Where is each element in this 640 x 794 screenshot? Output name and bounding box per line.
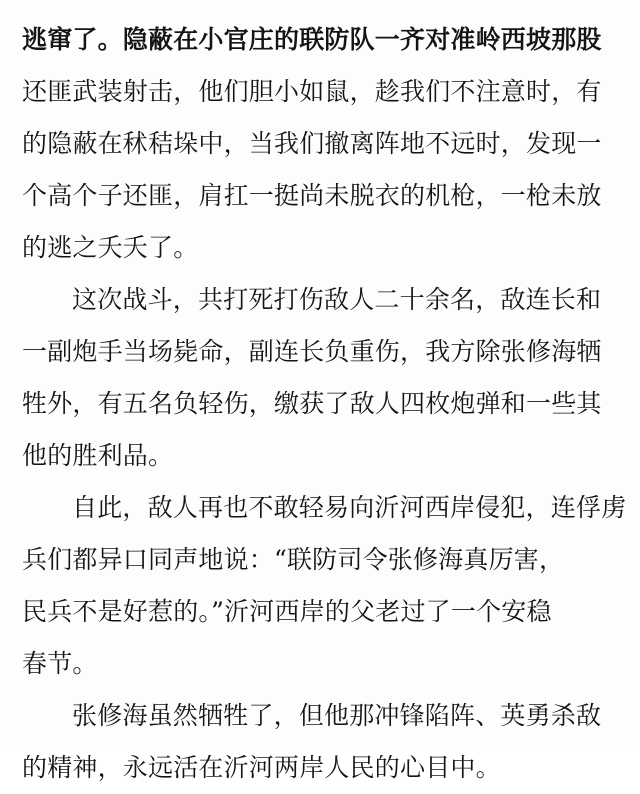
paragraph-line: 一副炮手当场毙命，副连长负重伤，我方除张修海牺: [22, 337, 602, 366]
paragraph-line: 民兵不是好惹的。”沂河西岸的父老过了一个安稳: [22, 597, 552, 626]
paragraph-line: 个高个子还匪，肩扛一挺尚未脱衣的机枪，一枪未放: [22, 181, 602, 210]
paragraph-line: 的逃之夭夭了。: [22, 233, 199, 262]
paragraph-line: 自此，敌人再也不敢轻易向沂河西岸侵犯，连俘虏: [72, 493, 627, 522]
document-body: [22, 14, 627, 794]
paragraph-line: 的隐蔽在秫秸垛中，当我们撤离阵地不远时，发现一: [22, 129, 602, 158]
paragraph-3: [22, 482, 627, 690]
paragraph-4: [22, 690, 622, 794]
paragraph-line: 逃窜了。隐蔽在小官庄的联防队一齐对准岭西坡那股: [22, 25, 602, 54]
paragraph-line: 兵们都异口同声地说：“联防司令张修海真厉害，: [22, 545, 565, 574]
paragraph-line: 的精神，永远活在沂河两岸人民的心目中。: [22, 753, 501, 782]
paragraph-1: [22, 14, 622, 274]
paragraph-line: 还匪武装射击，他们胆小如鼠，趁我们不注意时，有: [22, 77, 602, 106]
paragraph-line: 牲外，有五名负轻伤，缴获了敌人四枚炮弹和一些其: [22, 389, 602, 418]
paragraph-line: 他的胜利品。: [22, 441, 174, 470]
paragraph-line: 这次战斗，共打死打伤敌人二十余名，敌连长和: [72, 285, 602, 314]
paragraph-line: 春节。: [22, 649, 98, 678]
paragraph-line: 张修海虽然牺牲了，但他那冲锋陷阵、英勇杀敌: [72, 701, 602, 730]
paragraph-2: [22, 274, 622, 482]
